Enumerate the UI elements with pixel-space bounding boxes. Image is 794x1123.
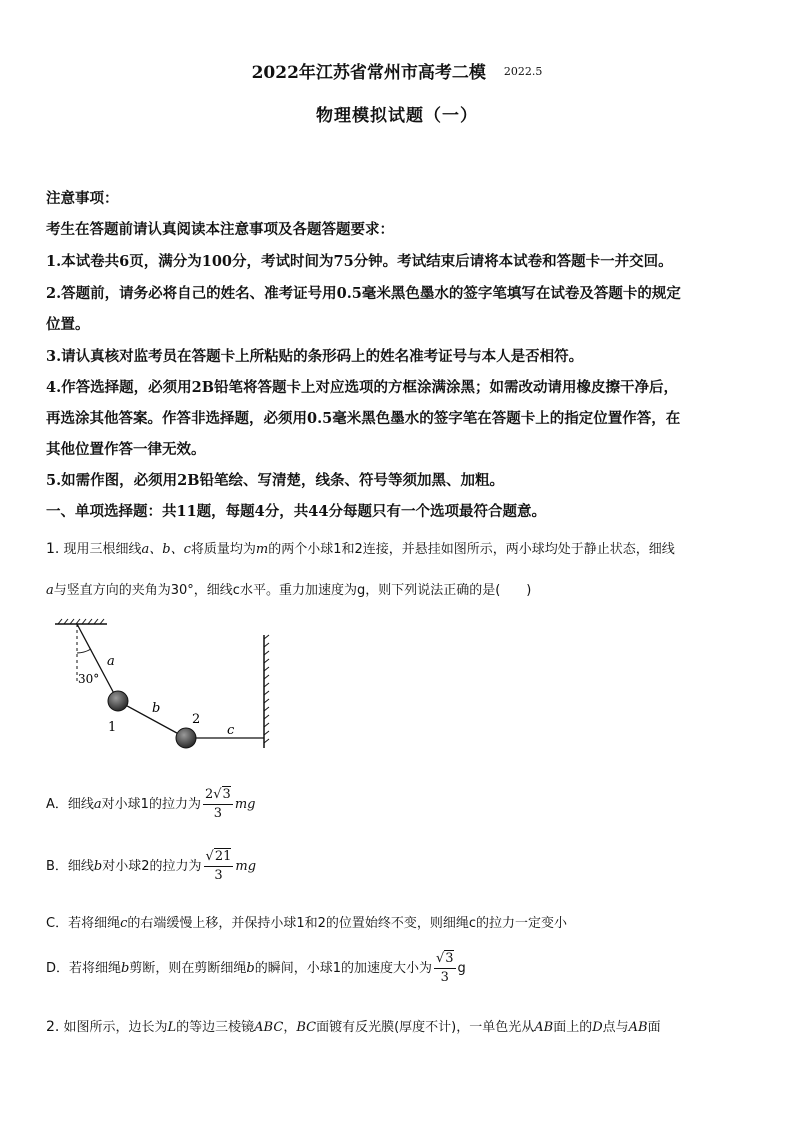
notice-line-2a: 2.答题前，请务必将自己的姓名、准考证号用0.5毫米黑色墨水的签字笔填写在试卷及答题卡的规定 — [46, 285, 681, 302]
option-d-root: 3 — [445, 951, 454, 966]
q2-t5: 面上的 — [553, 1020, 593, 1035]
q2-t6: 点与 — [602, 1020, 629, 1035]
option-c-prefix: C．若将细绳 — [46, 916, 121, 931]
option-a-text: 对小球1的拉力为 — [101, 797, 201, 812]
option-a-root: 3 — [222, 787, 231, 802]
option-a-tail: mg — [234, 797, 256, 812]
q2-AB: AB — [534, 1020, 554, 1035]
q1-var-a: a — [46, 583, 54, 598]
option-d-den: 3 — [440, 970, 449, 985]
option-b-den: 3 — [214, 868, 223, 883]
q2-t3: ， — [283, 1020, 297, 1035]
option-d-fraction: $\frac{√3}{3}$ — [435, 951, 454, 985]
option-d-prefix: D．若将细绳 — [46, 961, 122, 976]
q1-line-2 — [46, 579, 531, 598]
option-b-var: b — [93, 859, 103, 874]
notice-line-4b: 再选涂其他答案。作答非选择题，必须用0.5毫米黑色墨水的签字笔在答题卡上的指定位置作答，在 — [46, 410, 681, 427]
option-d-tail: g — [457, 961, 466, 976]
q2-ABC: ABC — [254, 1020, 284, 1035]
notice-line-3: 3.请认真核对监考员在答题卡上所粘贴的条形码上的姓名准考证号与本人是否相符。 — [46, 348, 584, 365]
label-b: b — [152, 701, 161, 716]
q1-option-a — [46, 786, 255, 823]
exam-title-text: 2022年江苏省常州市高考二模 — [251, 63, 486, 83]
option-a-fraction: $\frac{2√3}{3}$ — [204, 787, 231, 821]
option-a-den: 3 — [213, 806, 223, 821]
option-b-text: 对小球2的拉力为 — [102, 859, 202, 874]
notice-line-5: 5.如需作图，必须用2B铅笔绘、写清楚，线条、符号等须加黑、加粗。 — [46, 472, 504, 489]
q1-number: 1. — [46, 541, 60, 557]
notice-line-4c: 其他位置作答一律无效。 — [46, 441, 206, 458]
option-d-text2: 的瞬间，小球1的加速度大小为 — [254, 961, 432, 976]
q2-D: D — [592, 1020, 603, 1035]
notice-heading: 注意事项： — [46, 190, 119, 207]
section-heading: 一、单项选择题：共11题，每题4分，共44分每题只有一个选项最符合题意。 — [46, 503, 546, 520]
label-a: a — [107, 654, 115, 669]
exam-title — [0, 58, 794, 83]
option-a-prefix: A．细线 — [46, 797, 94, 812]
q2-BC: BC — [296, 1020, 317, 1035]
q1-option-b — [46, 848, 256, 885]
q1-line-1 — [46, 538, 675, 557]
pendulum-figure — [40, 615, 290, 755]
ball-1 — [108, 691, 128, 711]
notice-line-4a: 4.作答选择题，必须用2B铅笔将答题卡上对应选项的方框涂满涂黑；如需改动请用橡皮擦干净后， — [46, 379, 678, 396]
option-d-text1: 剪断，则在剪断细绳 — [129, 961, 247, 976]
q2-t7: 面 — [647, 1020, 661, 1035]
notice-line-1: 1.本试卷共6页，满分为100分，考试时间为75分钟。考试结束后请将本试卷和答题卡一并交回。 — [46, 253, 673, 270]
q2-L: L — [167, 1020, 177, 1035]
ball-1-label: 1 — [108, 720, 117, 735]
option-d-var: b — [121, 961, 130, 976]
q2-line-1 — [46, 1016, 661, 1035]
q1-option-c — [46, 912, 567, 931]
q1-text-b: 将质量均为 — [190, 542, 256, 557]
notice-line-2b: 位置。 — [46, 316, 90, 333]
q1-vars: a、b、c — [141, 542, 191, 557]
option-d-var2: b — [246, 961, 255, 976]
q1-text-c: 的两个小球1和2连接，并悬挂如图所示，两小球均处于静止状态，细线 — [268, 542, 675, 557]
q2-t2: 的等边三棱镜 — [176, 1020, 255, 1035]
option-b-root: 21 — [214, 849, 232, 864]
q2-t1: 如图所示，边长为 — [63, 1020, 168, 1035]
exam-date: 2022.5 — [503, 65, 543, 78]
option-c-text: 的右端缓慢上移，并保持小球1和2的位置始终不变，则细绳c的拉力一定变小 — [127, 916, 568, 931]
q1-text-line2: 与竖直方向的夹角为30°，细线c水平。重力加速度为g，则下列说法正确的是( ) — [53, 583, 532, 598]
option-b-fraction: $\frac{√21}{3}$ — [205, 849, 232, 883]
q2-t4: 面镀有反光膜(厚度不计)，一单色光从 — [316, 1020, 535, 1035]
option-a-var: a — [93, 797, 102, 812]
option-a-coef: 2 — [204, 787, 214, 802]
q2-number: 2. — [46, 1019, 60, 1035]
q2-AB2: AB — [628, 1020, 648, 1035]
ball-2-label: 2 — [192, 712, 201, 727]
option-b-tail: mg — [235, 859, 257, 874]
notice-intro: 考生在答题前请认真阅读本注意事项及各题答题要求： — [46, 221, 394, 238]
q1-option-d — [46, 950, 466, 987]
label-c: c — [227, 723, 235, 738]
ball-2 — [176, 728, 196, 748]
q1-var-m: m — [255, 542, 269, 557]
q1-text-a: 现用三根细线 — [63, 542, 142, 557]
option-b-prefix: B．细线 — [46, 859, 94, 874]
angle-arc — [77, 649, 91, 653]
angle-label: 30° — [78, 672, 100, 686]
option-c-var: c — [120, 916, 128, 931]
exam-subtitle: 物理模拟试题（一） — [316, 106, 478, 126]
